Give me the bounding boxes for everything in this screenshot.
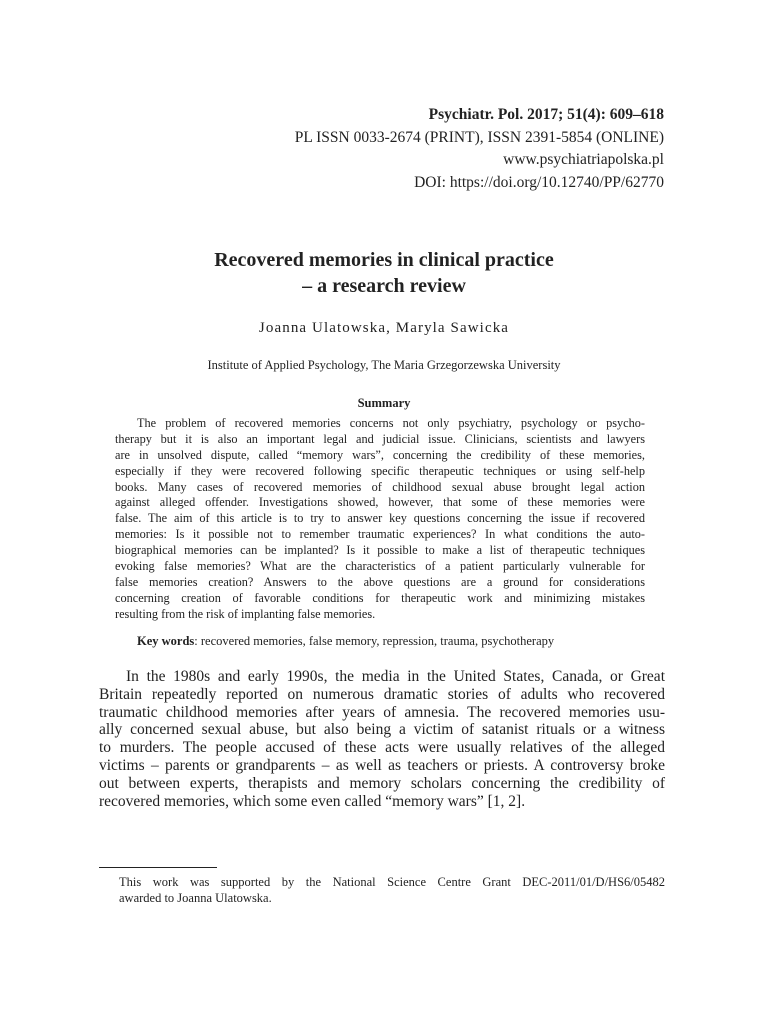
summary-heading: Summary [357,396,411,410]
abstract-line: false memories creation? Answers to the above questions are a ground for considerations [115,574,645,589]
abstract-line: The problem of recovered memories concerns not only psychiatry, psychology or psycho- [137,416,645,430]
article-title [0,247,768,299]
keywords-list: : recovered memories, false memory, repression, trauma, psychotherapy [194,634,555,648]
body-line: ally concerned sexual abuse, but also being a victim of satanist rituals or a witness [99,721,665,739]
body-line: out between experts, therapists and memory scholars concerning the credibility of [99,774,665,792]
abstract-line: concerning creation of favorable conditions for therapeutic work and minimizing mistakes [115,590,645,605]
article-title-line-2: – a research review [302,275,466,297]
footnote-line: awarded to Joanna Ulatowska. [119,891,272,905]
abstract-line: especially if they were recovered following specific therapeutic techniques or using self-help [115,463,645,478]
body-line: victims – parents or grandparents – as well as teachers or priests. A controversy broke [99,756,665,774]
abstract-line: against alleged offender. Investigations showed, however, that some of these memories were [115,495,645,510]
body-line: traumatic childhood memories after years of amnesia. The recovered memories usu- [99,703,665,721]
keywords [137,634,554,649]
article-authors: Joanna Ulatowska, Maryla Sawicka [258,320,510,336]
abstract-line: are in unsolved dispute, called “memory wars”, concerning the credibility of these memories, [115,447,645,462]
abstract-line: therapy but it is also an important legal and judicial issue. Clinicians, scientists and lawyers [115,431,645,446]
body-line: In the 1980s and early 1990s, the media in the United States, Canada, or Great [126,668,665,685]
journal-website-link[interactable]: www.psychiatriapolska.pl [503,151,664,168]
body-line: to murders. The people accused of these acts were usually relatives of the alleged [99,739,665,757]
abstract-line: books. Many cases of recovered memories of childhood sexual abuse brought legal action [115,479,645,494]
article-title-line-1: Recovered memories in clinical practice [214,249,554,271]
article-doi-link[interactable]: DOI: https://doi.org/10.12740/PP/62770 [414,173,664,191]
body-paragraph [99,668,665,810]
journal-issn: PL ISSN 0033-2674 (PRINT), ISSN 2391-5854 (ONLINE) [294,128,664,146]
abstract-line: biographical memories can be implanted? Is it possible to make a list of therapeutic techniques [115,543,645,558]
abstract-line: memories: Is it possible not to remember traumatic experiences? In what conditions the auto- [115,527,645,542]
abstract-line: false. The aim of this article is to try to answer key questions concerning the issue if recovered [115,511,645,526]
author-affiliation: Institute of Applied Psychology, The Maria Grzegorzewska University [207,358,561,372]
body-line: Britain repeatedly reported on numerous dramatic stories of adults who recovered [99,685,665,703]
abstract-line: resulting from the risk of implanting false memories. [115,606,376,621]
journal-header [295,104,664,194]
funding-footnote [119,874,665,906]
summary-abstract [115,416,645,623]
abstract-line: evoking false memories? What are the characteristics of a patient particularly vulnerable for [115,559,645,574]
footnote-divider [99,867,217,868]
keywords-label: Key words [137,634,195,648]
body-line: recovered memories, which some even called “memory wars” [1, 2]. [99,792,526,810]
journal-citation: Psychiatr. Pol. 2017; 51(4): 609–618 [428,106,664,123]
footnote-line: This work was supported by the National Science Centre Grant DEC-2011/01/D/HS6/05482 [119,875,665,889]
